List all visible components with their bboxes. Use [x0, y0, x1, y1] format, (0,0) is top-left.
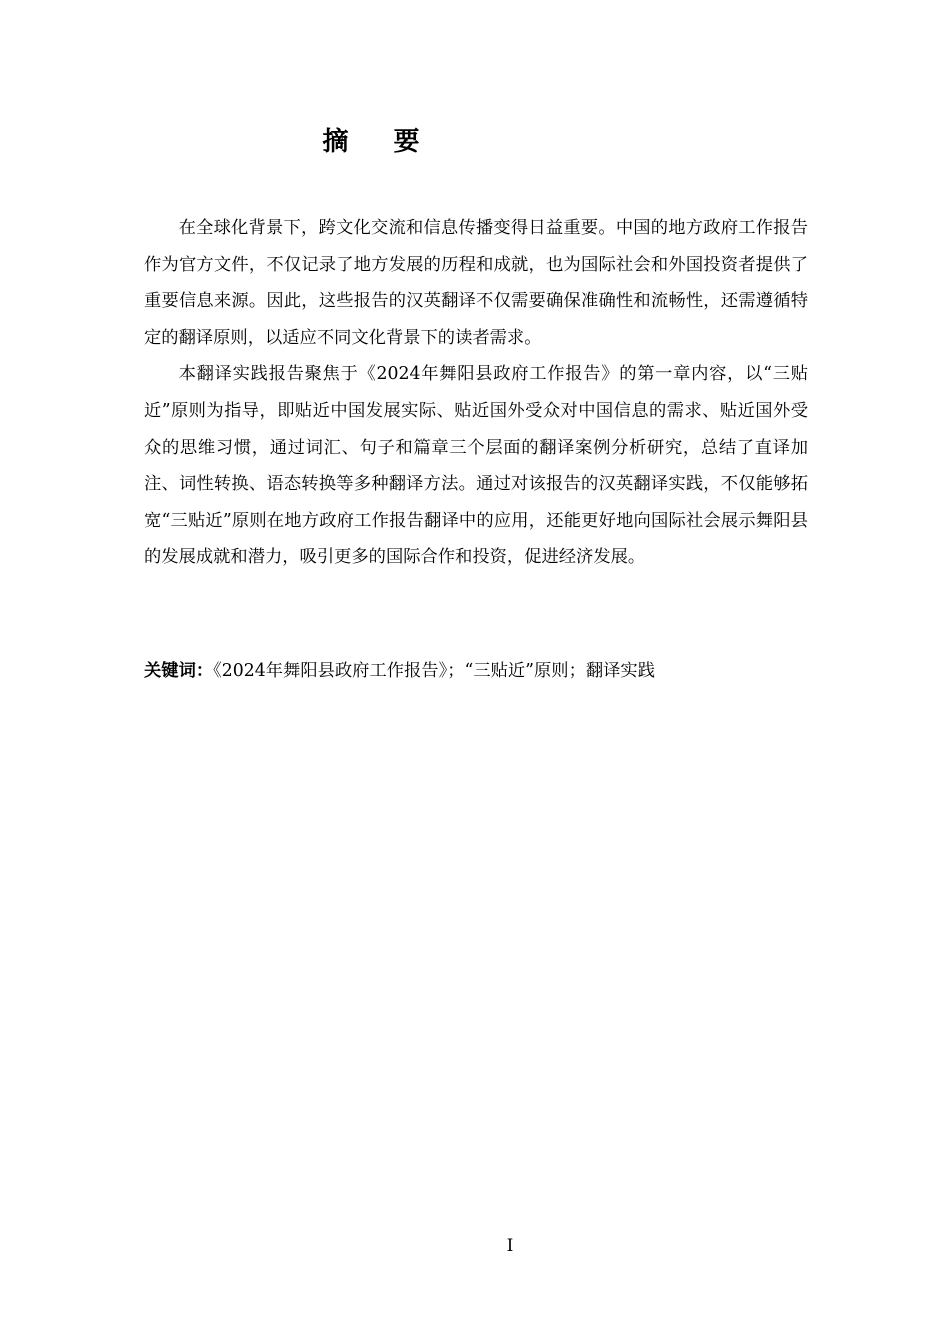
abstract-paragraph-2: 本翻译实践报告聚焦于《2024年舞阳县政府工作报告》的第一章内容，以“三贴近”原则为指导，即贴近中国发展实际、贴近国外受众对中国信息的需求、贴近国外受众的思维习惯，通过词汇、句子和篇章三个层面的翻译案例分析研究，总结了直译加注、词性转换、语态转换等多种翻译方法。通过对该报告的汉英翻译实践，不仅能够拓宽“三贴近”原则在地方政府工作报告翻译中的应用，还能更好地向国际社会展示舞阳县的发展成就和潜力，吸引更多的国际合作和投资，促进经济发展。 [144, 364, 808, 568]
keywords-text: 《2024年舞阳县政府工作报告》；“三贴近”原则；翻译实践 [213, 661, 655, 681]
page-title: 摘 要 [322, 127, 438, 157]
abstract-paragraph-1: 在全球化背景下，跨文化交流和信息传播变得日益重要。中国的地方政府工作报告作为官方文件，不仅记录了地方发展的历程和成就，也为国际社会和外国投资者提供了重要信息来源。因此，这些报告的汉英翻译不仅需要确保准确性和流畅性，还需遵循特定的翻译原则，以适应不同文化背景下的读者需求。 [144, 218, 808, 348]
page-number: I [506, 1236, 514, 1256]
keywords-label: 关键词： [144, 661, 214, 681]
keywords-line [144, 653, 808, 689]
abstract-body [144, 210, 808, 576]
